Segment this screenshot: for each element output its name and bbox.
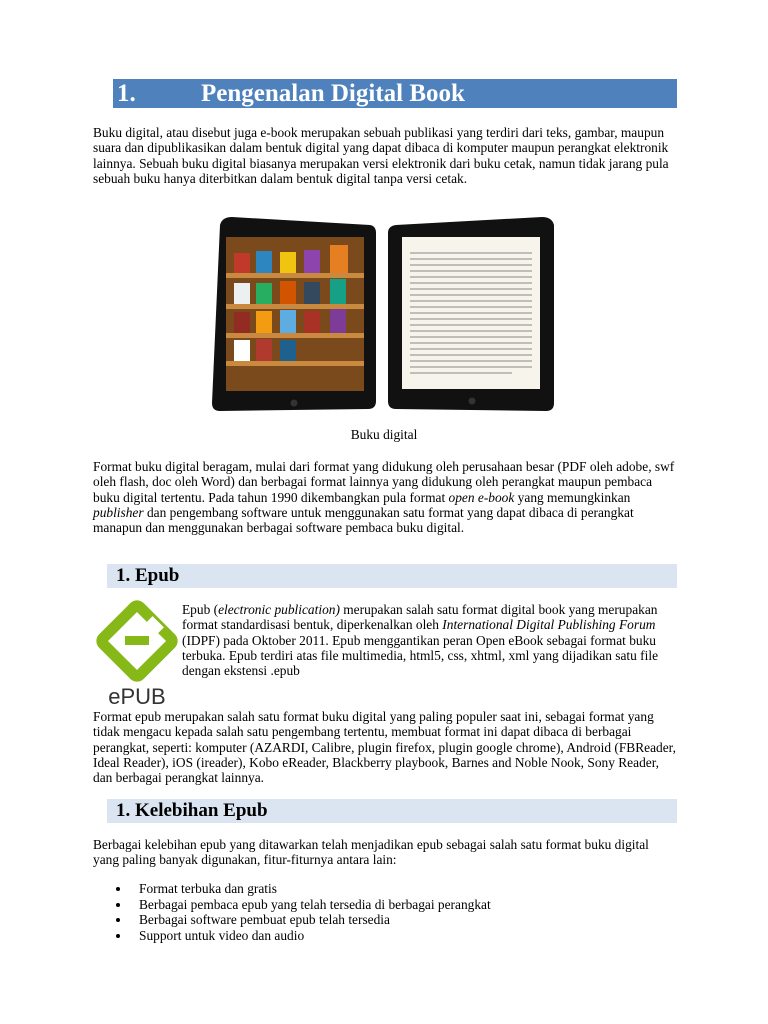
kelebihan-list: [93, 881, 677, 943]
heading-kelebihan-epub: 1. Kelebihan Epub: [107, 799, 677, 823]
heading-title: Pengenalan Digital Book: [201, 80, 465, 107]
figure-caption: Buku digital: [350, 427, 418, 442]
epub-logo-text: ePUB: [108, 684, 166, 708]
heading-number: 1.: [117, 80, 136, 107]
epub-description: Epub (electronic publication) merupakan salah satu format digital book yang merupakan format standardisasi bentuk, diperkenalkan oleh International Digital Publishing Forum (IDPF) pada Oktober 2011. Epub menggantikan peran Open eBook sebagai format buku terbuka. Epub terdiri atas file multimedia, html5, css, xhtml, xml yang dijadikan satu file dengan ekstensi .epub: [182, 602, 659, 679]
list-item: Support untuk video dan audio: [93, 928, 677, 944]
epub-popular-paragraph: Format epub merupakan salah satu format buku digital yang paling populer saat ini, sebagai format yang tidak mengacu kepada salah satu pengembang tertentu, membuat format ini dapat dibaca di berbagai perangkat, seperti: komputer (AZARDI, Calibre, plugin firefox, plugin google chrome), Android (FBReader, Ideal Reader), iOS (ireader), Kobo eReader, Blackberry playbook, Barnes and Noble Nook, Sony Reader, dan berbagai perangkat lainnya.: [93, 709, 676, 786]
list-item: Berbagai pembaca epub yang telah tersedia di berbagai perangkat: [93, 897, 677, 913]
heading-pengenalan-digital-book: [113, 79, 677, 108]
ipad-ebook-image: [212, 215, 554, 413]
intro-paragraph: Buku digital, atau disebut juga e-book merupakan sebuah publikasi yang terdiri dari teks, gambar, maupun suara dan dipublikasikan dalam bentuk digital yang dapat dibaca di komputer maupun perangkat elektronik lainnya. Sebuah buku digital biasanya merupakan versi elektronik dari buku cetak, namun tidak jarang pula sebuah buku hanya diterbitkan dalam bentuk digital tanpa versi cetak.: [93, 125, 669, 186]
kelebihan-intro: Berbagai kelebihan epub yang ditawarkan telah menjadikan epub sebagai salah satu format buku digital yang paling banyak digunakan, fitur-fiturnya antara lain:: [93, 837, 649, 868]
list-item: Format terbuka dan gratis: [93, 881, 677, 897]
epub-logo-icon: [93, 600, 181, 708]
heading-epub: 1. Epub: [107, 564, 677, 588]
format-paragraph: Format buku digital beragam, mulai dari format yang didukung oleh perusahaan besar (PDF oleh adobe, swf oleh flash, doc oleh Word) dan berbagai format lainnya yang didukung oleh perangkat maupun pembaca buku digital tertentu. Pada tahun 1990 dikembangkan pula format open e-book yang memungkinkan publisher dan pengembang software untuk menggunakan satu format yang dapat dibaca di perangkat manapun dan menggunakan berbagai software pembaca buku digital.: [93, 459, 675, 536]
list-item: Berbagai software pembuat epub telah tersedia: [93, 912, 677, 928]
